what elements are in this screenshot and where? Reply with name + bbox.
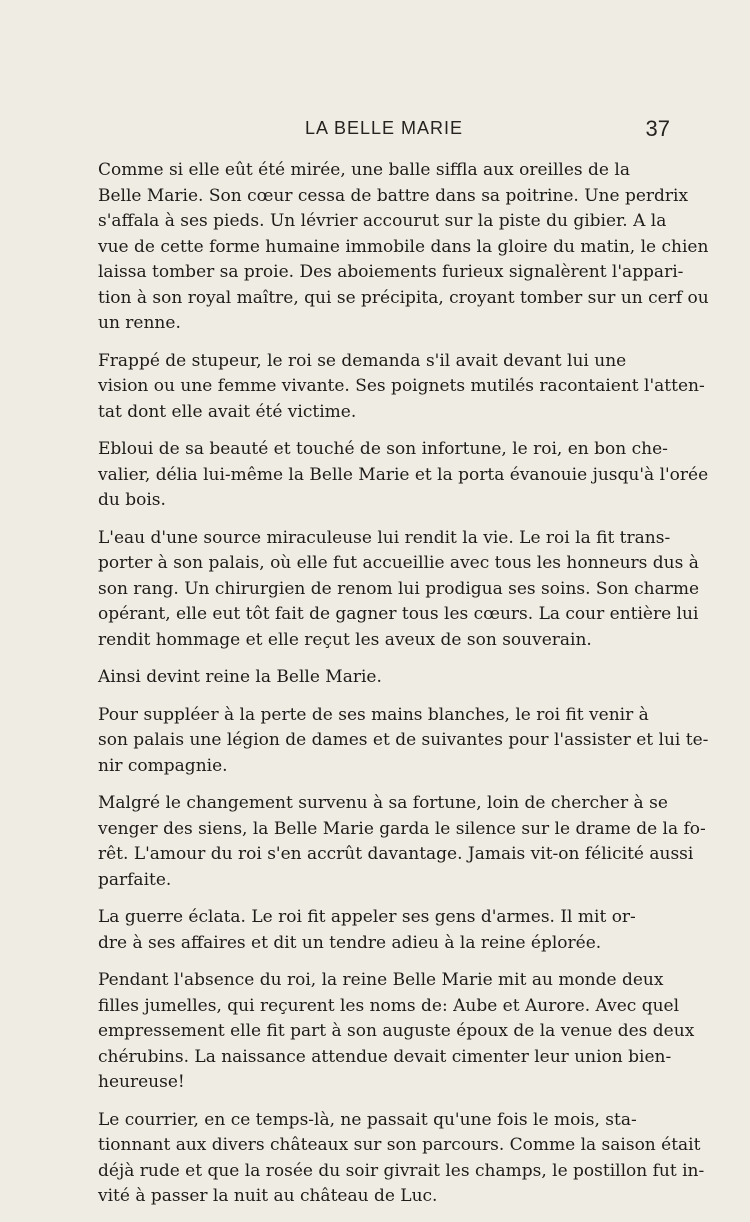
paragraph-6 bbox=[98, 703, 709, 780]
running-title: LA BELLE MARIE bbox=[304, 118, 464, 138]
text-line: son palais une légion de dames et de suivantes pour l'assister et lui te- bbox=[98, 730, 709, 750]
text-line: empressement elle fit part à son auguste époux de la venue des deux bbox=[98, 1021, 695, 1041]
paragraph-1 bbox=[98, 158, 709, 337]
text-line: Ebloui de sa beauté et touché de son infortune, le roi, en bon che- bbox=[98, 439, 668, 459]
paragraph-7 bbox=[98, 791, 706, 893]
text-line: Pendant l'absence du roi, la reine Belle Marie mit au monde deux bbox=[98, 970, 664, 990]
text-line: parfaite. bbox=[98, 869, 172, 890]
text-line: son rang. Un chirurgien de renom lui prodigua ses soins. Son charme bbox=[98, 578, 700, 599]
text-line: rendit hommage et elle reçut les aveux de son souverain. bbox=[98, 629, 592, 650]
text-line: vité à passer la nuit au château de Luc. bbox=[98, 1186, 438, 1206]
text-line: nir compagnie. bbox=[98, 755, 228, 776]
text-line: heureuse! bbox=[98, 1072, 185, 1092]
text-line: rêt. L'amour du roi s'en accrût davantage. Jamais vit-on félicité aussi bbox=[98, 844, 694, 864]
text-line: filles jumelles, qui reçurent les noms de: Aube et Aurore. Avec quel bbox=[98, 995, 680, 1016]
text-line: un renne. bbox=[98, 313, 181, 333]
text-line: tat dont elle avait été victime. bbox=[98, 401, 357, 422]
text-line: Pour suppléer à la perte de ses mains blanches, le roi fit venir à bbox=[98, 704, 649, 725]
text-line: La guerre éclata. Le roi fit appeler ses gens d'armes. Il mit or- bbox=[98, 907, 636, 927]
paragraph-8 bbox=[98, 905, 670, 956]
text-line: Malgré le changement survenu à sa fortune, loin de chercher à se bbox=[98, 793, 668, 813]
text-line: L'eau d'une source miraculeuse lui rendit la vie. Le roi la fit trans- bbox=[98, 527, 671, 548]
paragraph-3 bbox=[98, 437, 709, 514]
paragraph-2 bbox=[98, 349, 705, 426]
text-line: Belle Marie. Son cœur cessa de battre dans sa poitrine. Une perdrix bbox=[98, 185, 689, 206]
text-line: laissa tomber sa proie. Des aboiements furieux signalèrent l'appari- bbox=[98, 262, 684, 282]
paragraph-9 bbox=[98, 968, 695, 1096]
body-text bbox=[98, 158, 709, 1222]
running-head bbox=[98, 116, 670, 146]
text-line: dre à ses affaires et dit un tendre adieu à la reine éplorée. bbox=[98, 932, 602, 953]
text-line: porter à son palais, où elle fut accueillie avec tous les honneurs dus à bbox=[98, 553, 699, 573]
text-line: valier, délia lui-même la Belle Marie et la porta évanouie jusqu'à l'orée bbox=[98, 464, 709, 485]
paragraph-10 bbox=[98, 1108, 705, 1210]
text-line: déjà rude et que la rosée du soir givrait les champs, le postillon fut in- bbox=[98, 1160, 705, 1181]
text-line: s'affala à ses pieds. Un lévrier accourut sur la piste du gibier. A la bbox=[98, 211, 667, 231]
page-number: 37 bbox=[645, 116, 670, 141]
text-line: venger des siens, la Belle Marie garda le silence sur le drame de la fo- bbox=[98, 818, 706, 839]
text-line: vision ou une femme vivante. Ses poignets mutilés racontaient l'atten- bbox=[98, 376, 705, 396]
text-line: Ainsi devint reine la Belle Marie. bbox=[98, 667, 382, 687]
text-line: opérant, elle eut tôt fait de gagner tous les cœurs. La cour entière lui bbox=[98, 604, 699, 624]
text-line: Frappé de stupeur, le roi se demanda s'il avait devant lui une bbox=[98, 350, 627, 371]
text-line: Le courrier, en ce temps-là, ne passait qu'une fois le mois, sta- bbox=[98, 1109, 637, 1130]
text-line: Comme si elle eût été mirée, une balle siffla aux oreilles de la bbox=[98, 160, 630, 180]
text-line: tion à son royal maître, qui se précipita, croyant tomber sur un cerf ou bbox=[98, 287, 709, 308]
text-line: vue de cette forme humaine immobile dans la gloire du matin, le chien bbox=[98, 236, 709, 257]
paragraph-4 bbox=[98, 526, 700, 654]
text-line: chérubins. La naissance attendue devait cimenter leur union bien- bbox=[98, 1046, 672, 1067]
text-line: du bois. bbox=[98, 490, 166, 510]
paragraph-5 bbox=[98, 665, 670, 691]
text-line: tionnant aux divers châteaux sur son parcours. Comme la saison était bbox=[98, 1135, 701, 1155]
